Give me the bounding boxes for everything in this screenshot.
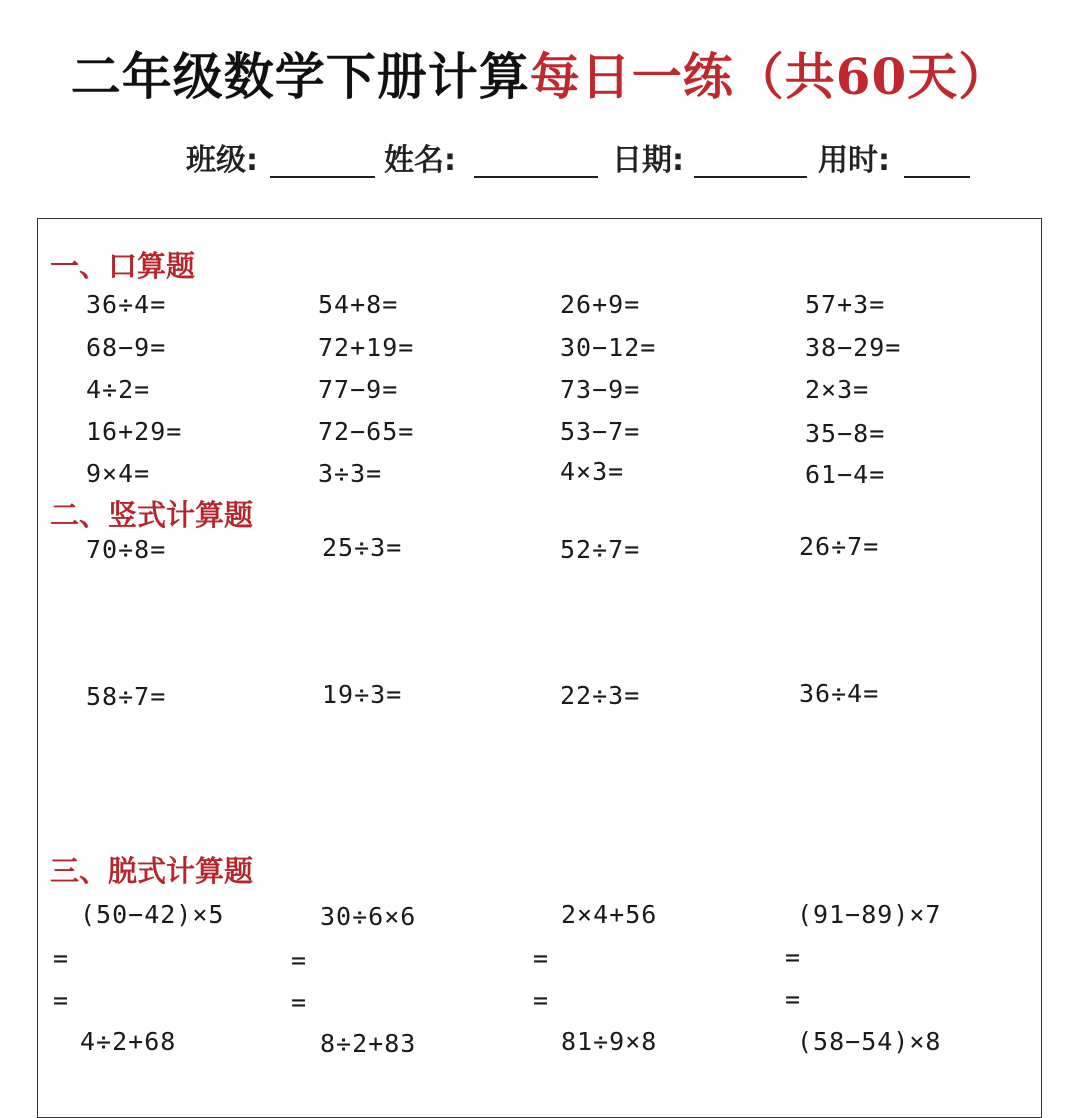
mental-question: 73−9= [560,375,641,404]
stepwise-question: (91−89)×7 [797,900,942,929]
section-title-vertical: 二、竖式计算题 [50,498,254,532]
vertical-question: 52÷7= [560,535,641,564]
stepwise-question: (58−54)×8 [797,1027,942,1056]
mental-question: 4×3= [560,457,625,486]
vertical-question: 58÷7= [86,682,167,711]
mental-question: 72+19= [318,333,415,362]
equals-sign: = [53,986,69,1015]
vertical-question: 26÷7= [799,532,880,561]
stepwise-question: 81÷9×8 [561,1027,658,1056]
equals-sign: = [785,985,801,1014]
equals-sign: = [785,943,801,972]
mental-question: 16+29= [86,417,183,446]
mental-question: 26+9= [560,290,641,319]
mental-question: 53−7= [560,417,641,446]
title-highlight: 每日一练（共60天） [529,47,1010,106]
vertical-question: 36÷4= [799,679,880,708]
name-field[interactable] [474,176,598,178]
title-main: 二年级数学下册计算 [70,47,530,106]
equals-sign: = [533,986,549,1015]
worksheet-title [0,42,1080,112]
mental-question: 54+8= [318,290,399,319]
mental-question: 36÷4= [86,290,167,319]
time-field[interactable] [904,176,970,178]
mental-question: 77−9= [318,375,399,404]
mental-question: 3÷3= [318,459,383,488]
vertical-question: 70÷8= [86,535,167,564]
date-label: 日期: [612,143,684,178]
class-field[interactable] [270,176,375,178]
stepwise-question: 2×4+56 [561,900,658,929]
mental-question: 57+3= [805,290,886,319]
class-label: 班级: [186,143,258,178]
time-label: 用时: [818,143,890,178]
equals-sign: = [291,946,307,975]
section-title-mental: 一、口算题 [50,249,196,283]
date-field[interactable] [694,176,807,178]
equals-sign: = [53,944,69,973]
mental-question: 38−29= [805,333,902,362]
mental-question: 4÷2= [86,375,151,404]
stepwise-question: (50−42)×5 [80,900,225,929]
equals-sign: = [291,988,307,1017]
mental-question: 61−4= [805,460,886,489]
student-info-row [0,136,1080,186]
name-label: 姓名: [384,143,456,178]
stepwise-question: 8÷2+83 [320,1029,417,1058]
mental-question: 35−8= [805,419,886,448]
mental-question: 30−12= [560,333,657,362]
stepwise-question: 4÷2+68 [80,1027,177,1056]
mental-question: 72−65= [318,417,415,446]
mental-question: 2×3= [805,375,870,404]
mental-question: 9×4= [86,459,151,488]
vertical-question: 19÷3= [322,680,403,709]
vertical-question: 25÷3= [322,533,403,562]
equals-sign: = [533,944,549,973]
vertical-question: 22÷3= [560,681,641,710]
stepwise-question: 30÷6×6 [320,902,417,931]
mental-question: 68−9= [86,333,167,362]
section-title-stepwise: 三、脱式计算题 [50,854,254,888]
